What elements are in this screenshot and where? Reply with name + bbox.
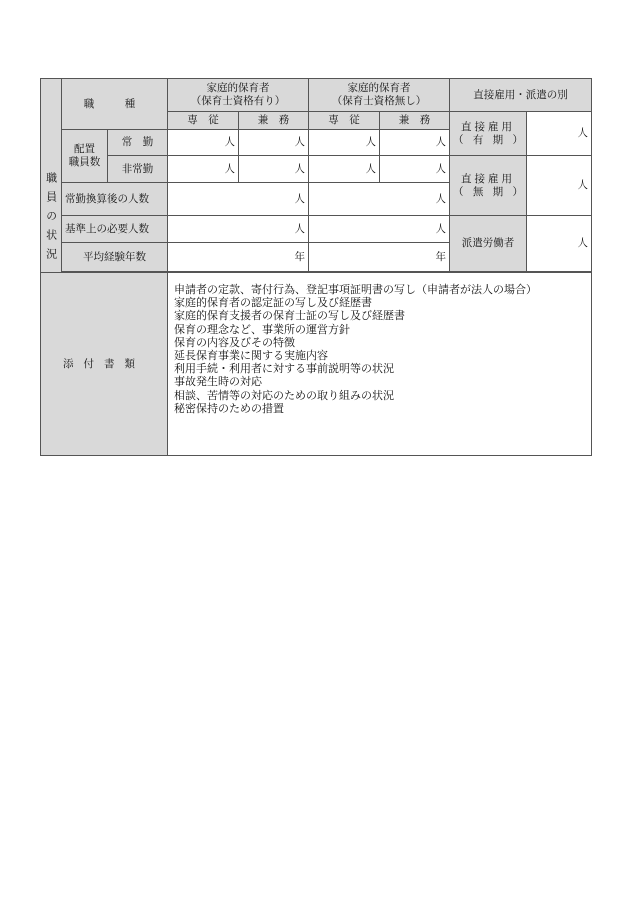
fte-without-cert-field[interactable]: 人 [309,183,450,216]
avg-experience-without-cert-field[interactable]: 年 [309,243,450,272]
placement-staff-label: 配置 職員数 [62,130,108,183]
attachment-item: 保育の理念など、事業所の運営方針 [174,322,350,336]
direct-unfixed-term-label: 直接雇用 （ 無 期 ） [450,156,527,216]
job-type-header: 職 種 [62,79,168,130]
dispatch-worker-field[interactable]: 人 [527,216,592,272]
attachments-label: 添付書類 [41,273,168,456]
attachment-item: 家庭的保育支援者の保育士証の写し及び経歴書 [174,309,405,323]
attachment-item: 事故発生時の対応 [174,375,262,389]
attachment-item: 相談、苦情等の対応のための取り組みの状況 [174,388,394,402]
subheader-full-time-1: 専 従 [168,112,239,130]
regular-with-cert-concurrent-field[interactable]: 人 [239,130,309,156]
direct-fixed-term-label: 直接雇用 （ 有 期 ） [450,112,527,156]
part-time-without-cert-full-field[interactable]: 人 [309,156,380,183]
attachment-item: 家庭的保育者の認定証の写し及び経歴書 [174,296,372,310]
attachments-list [168,273,592,456]
subheader-concurrent-1: 兼 務 [239,112,309,130]
required-without-cert-field[interactable]: 人 [309,216,450,243]
part-time-with-cert-full-field[interactable]: 人 [168,156,239,183]
fte-count-label: 常勤換算後の人数 [62,183,168,216]
part-time-staff-label: 非常勤 [108,156,168,183]
header-without-cert: 家庭的保育者 （保育士資格無し） [309,79,450,112]
fte-with-cert-field[interactable]: 人 [168,183,309,216]
regular-without-cert-full-field[interactable]: 人 [309,130,380,156]
staff-status-vertical-label: 職員の状況 [41,79,62,273]
attachment-item: 延長保育事業に関する実施内容 [174,348,328,362]
avg-experience-label: 平均経験年数 [62,243,168,272]
required-count-label: 基準上の必要人数 [62,216,168,243]
regular-with-cert-full-field[interactable]: 人 [168,130,239,156]
direct-unfixed-term-field[interactable]: 人 [527,156,592,216]
subheader-full-time-2: 専 従 [309,112,380,130]
avg-experience-with-cert-field[interactable]: 年 [168,243,309,272]
part-time-with-cert-concurrent-field[interactable]: 人 [239,156,309,183]
regular-without-cert-concurrent-field[interactable]: 人 [380,130,450,156]
dispatch-worker-label: 派遣労働者 [450,216,527,272]
attachment-item: 保育の内容及びその特徴 [174,335,295,349]
attachment-item: 秘密保持のための措置 [174,401,284,415]
header-employment-type: 直接雇用・派遣の別 [450,79,592,112]
required-with-cert-field[interactable]: 人 [168,216,309,243]
direct-fixed-term-field[interactable]: 人 [527,112,592,156]
attachment-item: 申請者の定款、寄付行為、登記事項証明書の写し（申請者が法人の場合） [174,283,537,296]
attachment-item: 利用手続・利用者に対する事前説明等の状況 [174,362,394,376]
header-with-cert: 家庭的保育者 （保育士資格有り） [168,79,309,112]
staff-status-table [40,78,592,456]
subheader-concurrent-2: 兼 務 [380,112,450,130]
regular-staff-label: 常 勤 [108,130,168,156]
part-time-without-cert-concurrent-field[interactable]: 人 [380,156,450,183]
